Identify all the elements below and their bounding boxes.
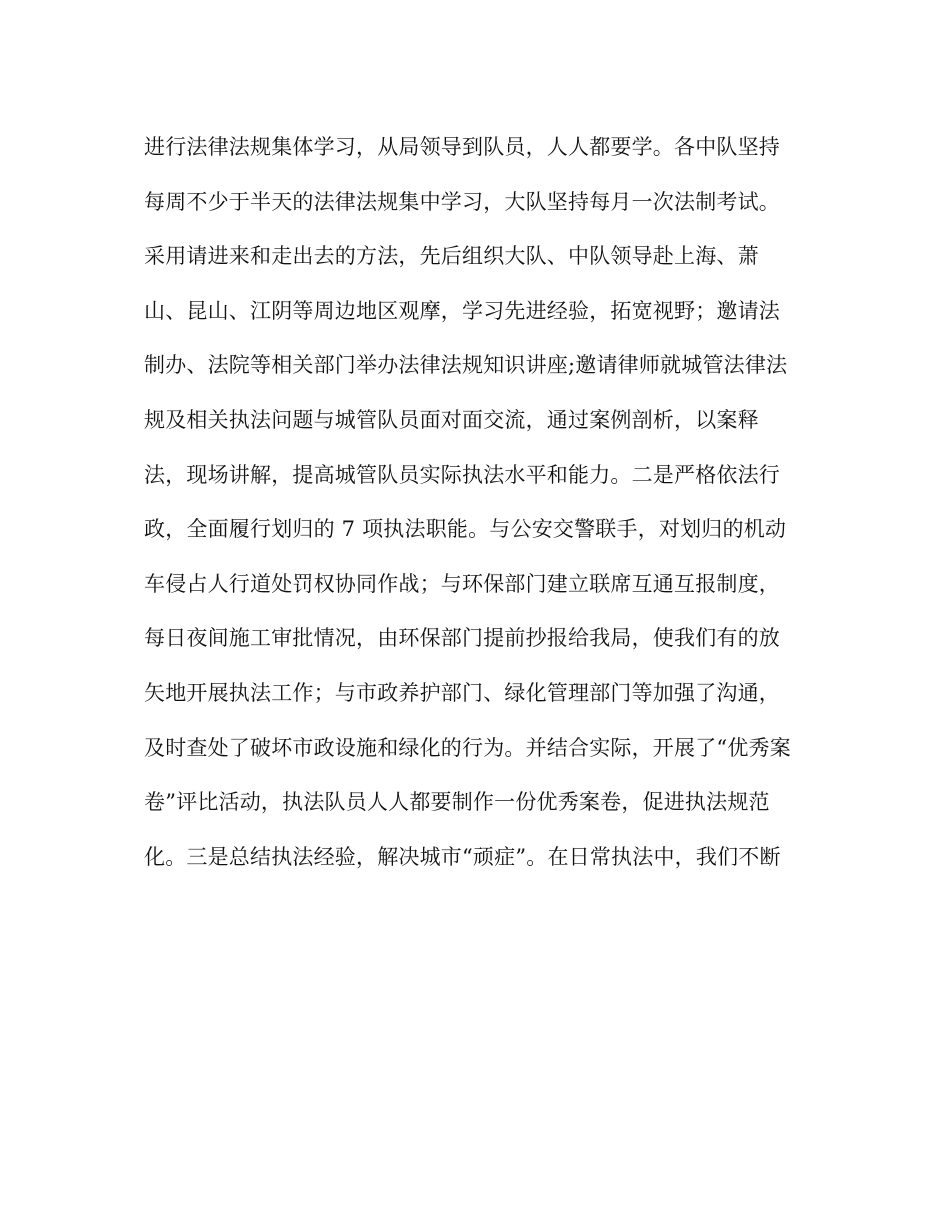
text-line: 每日夜间施工审批情况，由环保部门提前抄报给我局，使我们有的放 bbox=[144, 626, 780, 651]
text-line: 山、昆山、江阴等周边地区观摩，学习先进经验，拓宽视野；邀请法 bbox=[144, 298, 780, 323]
text-line: 制办、法院等相关部门举办法律法规知识讲座;邀请律师就城管法律法 bbox=[144, 353, 788, 378]
text-line: 化。三是总结执法经验，解决城市“顽症”。在日常执法中，我们不断 bbox=[144, 844, 781, 869]
text-line: 车侵占人行道处罚权协同作战；与环保部门建立联席互通互报制度， bbox=[144, 571, 780, 596]
body-text bbox=[144, 120, 824, 884]
text-line: 规及相关执法问题与城管队员面对面交流，通过案例剖析，以案释 bbox=[144, 407, 759, 432]
text-line: 每周不少于半天的法律法规集中学习，大队坚持每月一次法制考试。 bbox=[144, 189, 780, 214]
text-line: 政，全面履行划归的 7 项执法职能。与公安交警联手，对划归的机动 bbox=[144, 517, 787, 542]
text-line: 采用请进来和走出去的方法，先后组织大队、中队领导赴上海、萧 bbox=[144, 244, 759, 269]
text-line: 法，现场讲解，提高城管队员实际执法水平和能力。二是严格依法行 bbox=[144, 462, 780, 487]
text-line: 及时查处了破坏市政设施和绿化的行为。并结合实际，开展了“优秀案 bbox=[144, 735, 791, 760]
text-line: 进行法律法规集体学习，从局领导到队员，人人都要学。各中队坚持 bbox=[144, 135, 780, 159]
text-line: 卷”评比活动，执法队员人人都要制作一份优秀案卷，促进执法规范 bbox=[144, 790, 770, 815]
text-line: 矢地开展执法工作；与市政养护部门、绿化管理部门等加强了沟通， bbox=[144, 680, 780, 705]
